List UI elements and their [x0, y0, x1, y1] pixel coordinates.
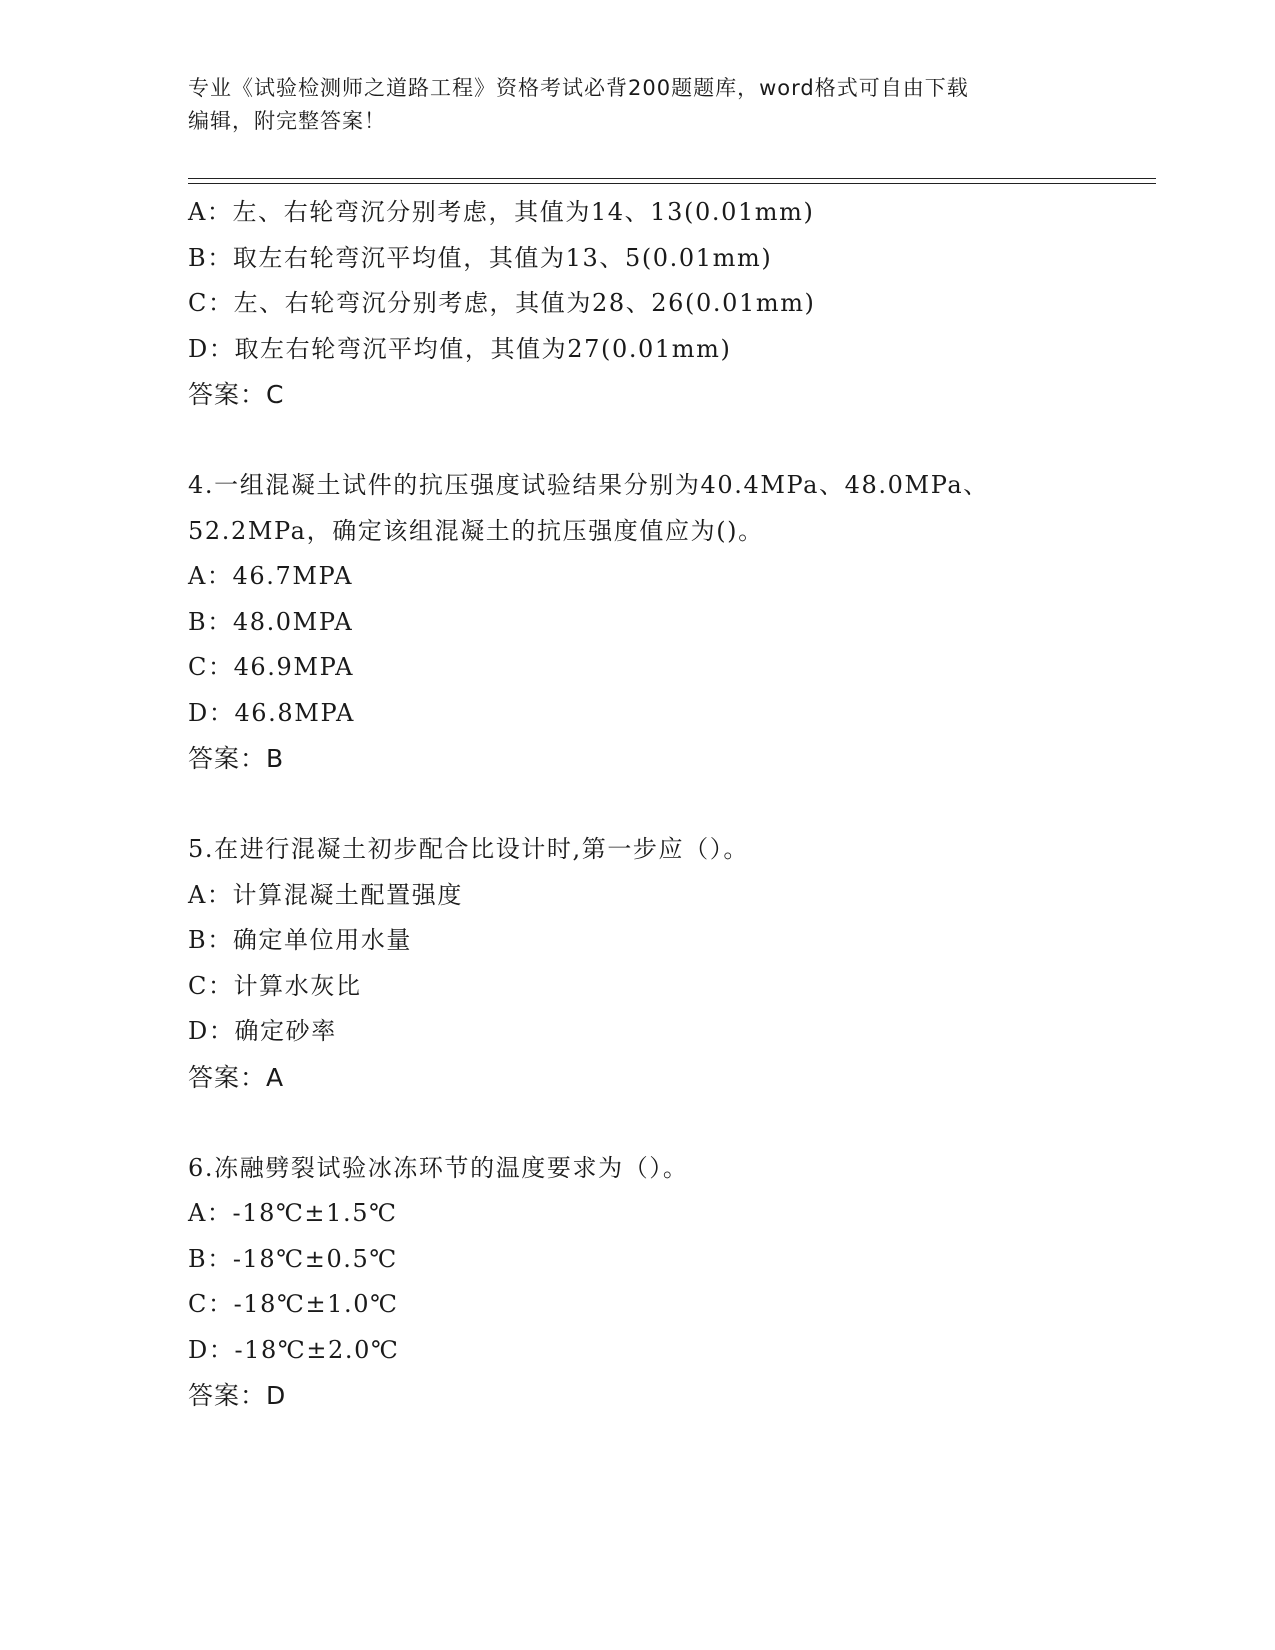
- question-6-block: [188, 1146, 1156, 1419]
- q4-option-a: A：46.7MPA: [188, 562, 354, 590]
- q5-stem: 5.在进行混凝土初步配合比设计时,第一步应（）。: [188, 835, 749, 863]
- q4-stem-line-1: 4.一组混凝土试件的抗压强度试验结果分别为40.4MPa、48.0MPa、: [188, 471, 989, 499]
- q6-stem: 6.冻融劈裂试验冰冻环节的温度要求为（）。: [188, 1153, 689, 1182]
- header-divider-bottom: [188, 183, 1156, 184]
- q4-option-c: C：46.9MPA: [188, 653, 355, 681]
- q4-option-d: D：46.8MPA: [188, 698, 355, 727]
- q3-answer: 答案：C: [188, 380, 285, 409]
- header-divider-top: [188, 178, 1156, 179]
- header-line-2: 编辑，附完整答案！: [188, 109, 386, 133]
- q4-stem-line-2: 52.2MPa，确定该组混凝土的抗压强度值应为()。: [188, 516, 764, 545]
- document-header: [188, 72, 1088, 138]
- spacer: [188, 418, 1156, 464]
- q6-option-c: C：-18℃±1.0℃: [188, 1290, 399, 1318]
- q6-option-d: D：-18℃±2.0℃: [188, 1335, 400, 1364]
- q4-answer: 答案：B: [188, 744, 285, 773]
- question-3-block: [188, 190, 1156, 418]
- q6-answer: 答案：D: [188, 1381, 287, 1410]
- spacer: [188, 782, 1156, 828]
- q3-option-a: A：左、右轮弯沉分别考虑，其值为14、13(0.01mm): [188, 198, 815, 226]
- spacer: [188, 1100, 1156, 1146]
- q6-option-a: A：-18℃±1.5℃: [188, 1199, 398, 1227]
- q3-option-b: B：取左右轮弯沉平均值，其值为13、5(0.01mm): [188, 243, 773, 272]
- question-4-block: [188, 463, 1156, 782]
- q3-option-d: D：取左右轮弯沉平均值，其值为27(0.01mm): [188, 334, 732, 363]
- q4-option-b: B：48.0MPA: [188, 607, 354, 636]
- q5-option-a: A：计算混凝土配置强度: [188, 880, 463, 909]
- q5-option-d: D：确定砂率: [188, 1017, 337, 1045]
- document-body: [188, 190, 1156, 1419]
- q3-option-c: C：左、右轮弯沉分别考虑，其值为28、26(0.01mm): [188, 289, 816, 317]
- q5-answer: 答案：A: [188, 1062, 285, 1092]
- q5-option-c: C：计算水灰比: [188, 971, 362, 1000]
- question-5-block: [188, 827, 1156, 1100]
- q5-option-b: B：确定单位用水量: [188, 926, 413, 954]
- header-line-1: 专业《试验检测师之道路工程》资格考试必背200题题库，word格式可自由下载: [188, 76, 969, 100]
- q6-option-b: B：-18℃±0.5℃: [188, 1244, 398, 1273]
